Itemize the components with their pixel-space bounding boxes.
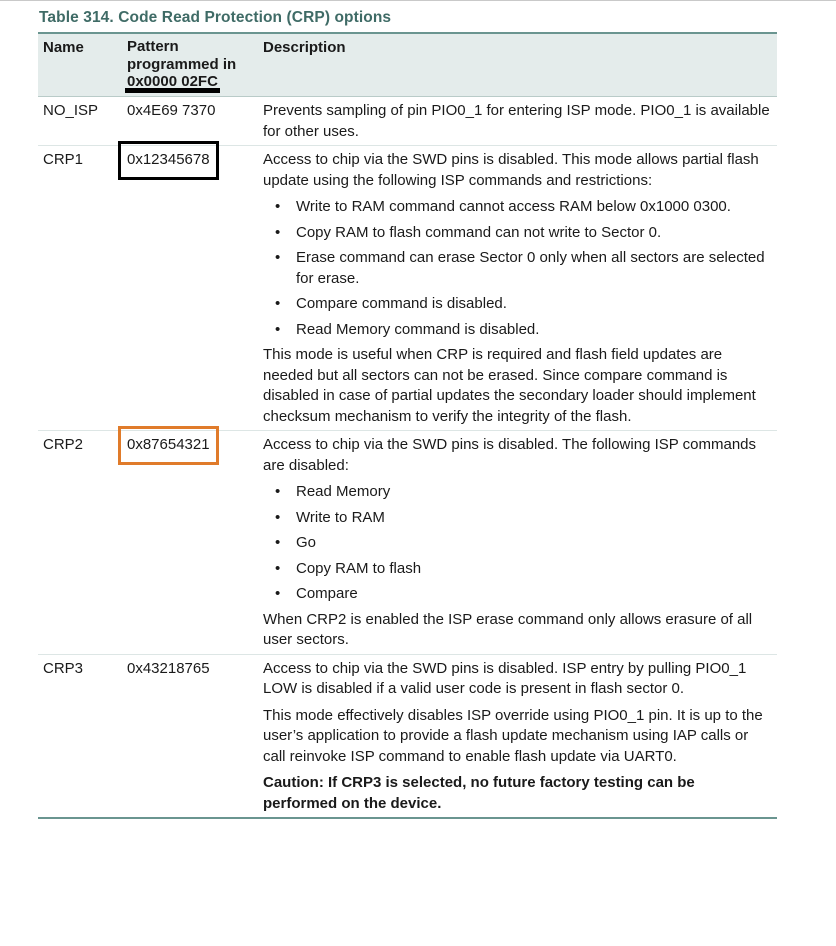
row-name: NO_ISP [38,97,122,146]
row-description [258,97,777,146]
list-item: • Read Memory command is disabled. [296,320,773,341]
top-rule [0,0,836,1]
restriction-list [263,197,773,340]
highlighted-pattern-black: 0x12345678 [127,150,210,171]
header-pattern-line2: programmed in [127,55,237,73]
header-pattern-line1: Pattern [127,38,179,55]
crp-options-table [38,32,777,819]
header-name: Name [38,33,122,97]
table-caption: Table 314. Code Read Protection (CRP) options [39,9,392,26]
table-header-row [38,33,777,97]
description-intro: Access to chip via the SWD pins is disabled. This mode allows partial flash update using the following ISP commands and restrictions: [263,151,759,189]
header-description: Description [258,33,777,97]
disabled-command-list [263,482,773,605]
row-name: CRP3 [38,654,122,818]
description-text: Prevents sampling of pin PIO0_1 for entering ISP mode. PIO0_1 is available for other uses. [263,102,770,140]
row-pattern: 0x43218765 [122,654,258,818]
row-pattern-cell [122,146,258,431]
highlighted-pattern-orange: 0x87654321 [127,435,210,456]
table-row-crp3 [38,654,777,818]
list-item: • Write to RAM [296,508,773,529]
list-item: • Copy RAM to flash [296,559,773,580]
description-paragraph-1: Access to chip via the SWD pins is disabled. ISP entry by pulling PIO0_1 LOW is disabled if a valid user code is present in flash sector 0. [263,659,747,697]
table-row-no-isp [38,97,777,146]
list-item: • Write to RAM command cannot access RAM below 0x1000 0300. [296,197,773,218]
table-row-crp1 [38,146,777,431]
row-pattern: 0x4E69 7370 [122,97,258,146]
row-name: CRP1 [38,146,122,431]
list-item: • Read Memory [296,482,773,503]
row-description [258,654,777,818]
caution-note: Caution: If CRP3 is selected, no future factory testing can be performed on the device. [263,774,695,812]
list-item: • Copy RAM to flash command can not write to Sector 0. [296,223,773,244]
row-name: CRP2 [38,431,122,655]
header-pattern [122,33,258,97]
list-item: • Go [296,533,773,554]
description-paragraph-2: This mode effectively disables ISP override using PIO0_1 pin. It is up to the user’s application to provide a flash update mechanism using IAP calls or call reinvoke ISP command to enable flash update via UART0. [263,706,763,765]
table-row-crp2 [38,431,777,655]
description-outro: This mode is useful when CRP is required and flash field updates are needed but all sectors can not be erased. Since compare command is disabled in case of partial updates the secondary loader should implement checksum mechanism to verify the integrity of the flash. [263,346,756,425]
list-item: • Compare command is disabled. [296,294,773,315]
row-pattern-cell [122,431,258,655]
row-description [258,146,777,431]
description-outro: When CRP2 is enabled the ISP erase command only allows erasure of all user sectors. [263,610,753,648]
row-description [258,431,777,655]
list-item: • Erase command can erase Sector 0 only when all sectors are selected for erase. [296,248,773,289]
list-item: • Compare [296,584,773,605]
header-pattern-address: 0x0000 02FC [125,75,220,93]
description-intro: Access to chip via the SWD pins is disabled. The following ISP commands are disabled: [263,436,757,474]
